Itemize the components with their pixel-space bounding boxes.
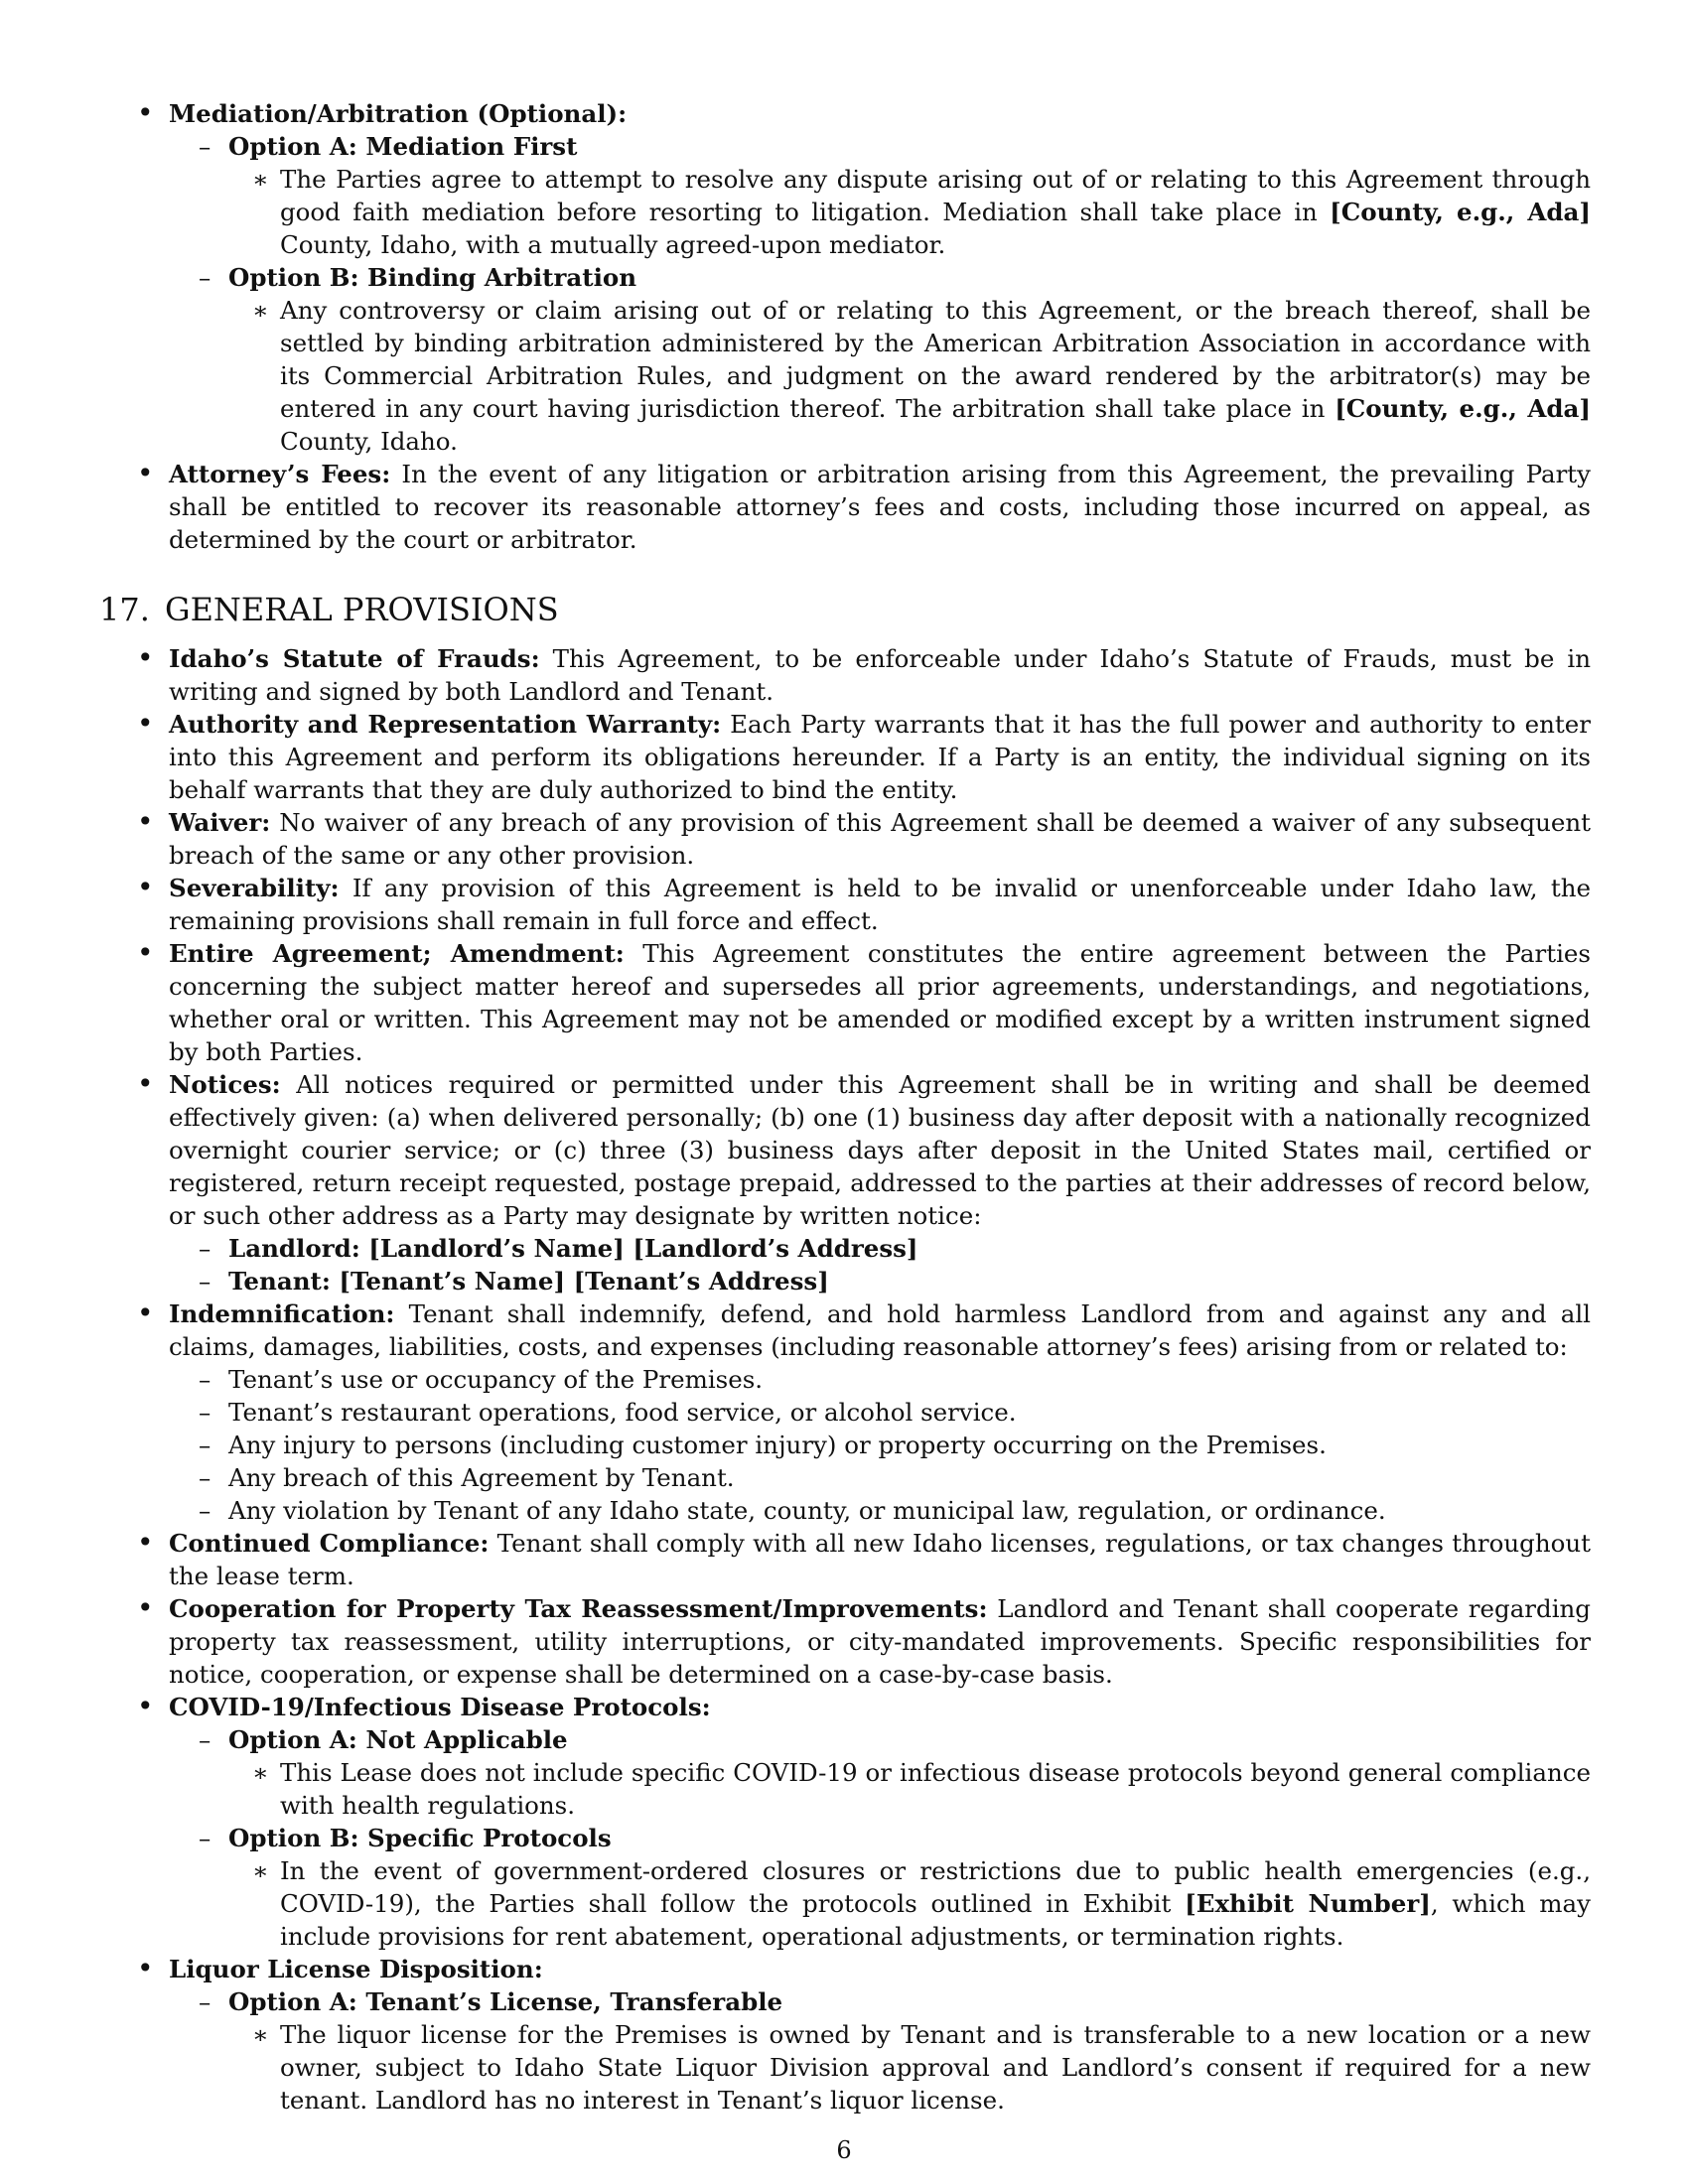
mediation-option-b-list	[228, 294, 1591, 458]
mediation-option-b-text-2: County, Idaho.	[280, 427, 458, 456]
entire-agreement-item	[169, 937, 1591, 1068]
list-item: – Any breach of this Agreement by Tenant.	[228, 1461, 1591, 1494]
covid-options	[169, 1723, 1591, 1953]
statute-of-frauds-item	[169, 642, 1591, 708]
list-item: – Any violation by Tenant of any Idaho state, county, or municipal law, regulation, or ordinance.	[228, 1494, 1591, 1527]
arbitration-county-placeholder: [County, e.g., Ada]	[1335, 394, 1591, 423]
mediation-item	[169, 97, 1591, 458]
notices-landlord	[228, 1232, 1591, 1265]
covid-option-b-label: Option B: Specific Protocols	[228, 1824, 612, 1852]
notices-text: All notices required or permitted under this Agreement shall be in writing and shall be deemed effectively given: (a) when delivered personally; (b) one (1) business day after deposit with a nationally recognized overnight courier service; or (c) three (3) business days after deposit in the United States mail, certified or registered, return receipt requested, postage prepaid, addressed to the parties at their addresses of record below, or such other address as a Party may designate by written notice:	[169, 1070, 1591, 1230]
statute-text: This Agreement, to be enforceable under Idaho’s Statute of Frauds, must be in writing and signed by both Landlord and Tenant.	[169, 644, 1591, 706]
list-item: – Tenant’s restaurant operations, food service, or alcohol service.	[228, 1396, 1591, 1429]
mediation-option-a-text-2: County, Idaho, with a mutually agreed-upon mediator.	[280, 230, 946, 259]
mediation-option-a-text-1: The Parties agree to attempt to resolve any dispute arising out of or relating to this Agreement through good faith mediation before resorting to litigation. Mediation shall take place in	[280, 165, 1591, 226]
compliance-text: Tenant shall comply with all new Idaho licenses, regulations, or tax changes throughout the lease term.	[169, 1529, 1591, 1590]
covid-option-b	[228, 1822, 1591, 1953]
list-item: – Any injury to persons (including customer injury) or property occurring on the Premises.	[228, 1429, 1591, 1461]
attorneys-fees-item	[169, 458, 1591, 556]
attorneys-fees-text: In the event of any litigation or arbitration arising from this Agreement, the prevailing Party shall be entitled to recover its reasonable attorney’s fees and costs, including those incurred on appeal, as determined by the court or arbitrator.	[169, 460, 1591, 554]
covid-label: COVID-19/Infectious Disease Protocols:	[169, 1693, 711, 1721]
covid-option-a-label: Option A: Not Applicable	[228, 1725, 568, 1754]
liquor-license-item	[169, 1953, 1591, 2116]
covid-option-a	[228, 1723, 1591, 1822]
waiver-text: No waiver of any breach of any provision of this Agreement shall be deemed a waiver of any subsequent breach of the same or any other provision.	[169, 808, 1591, 870]
liquor-option-a-text: ∗ The liquor license for the Premises is owned by Tenant and is transferable to a new location or a new owner, subject to Idaho State Liquor Division approval and Landlord’s consent if required for a new tenant. Landlord has no interest in Tenant’s liquor license.	[280, 2018, 1591, 2116]
entire-agreement-label: Entire Agreement; Amendment:	[169, 939, 625, 968]
severability-text: If any provision of this Agreement is held to be invalid or unenforceable under Idaho law, the remaining provisions shall remain in full force and effect.	[169, 874, 1591, 935]
cooperation-text: Landlord and Tenant shall cooperate regarding property tax reassessment, utility interruptions, or city-mandated improvements. Specific responsibilities for notice, cooperation, or expense shall be determined on a case-by-case basis.	[169, 1594, 1591, 1689]
covid-option-a-text: ∗ This Lease does not include specific COVID-19 or infectious disease protocols beyond general compliance with health regulations.	[280, 1756, 1591, 1822]
mediation-options	[169, 130, 1591, 458]
statute-label: Idaho’s Statute of Frauds:	[169, 644, 540, 673]
compliance-label: Continued Compliance:	[169, 1529, 490, 1558]
exhibit-number-placeholder: [Exhibit Number]	[1185, 1889, 1431, 1918]
covid-option-b-text-1: In the event of government-ordered closures or restrictions due to public health emergencies (e.g., COVID-19), the Parties shall follow the protocols outlined in Exhibit	[280, 1856, 1591, 1918]
mediation-option-a-list	[228, 163, 1591, 261]
indemnification-label: Indemnification:	[169, 1299, 395, 1328]
entire-agreement-text: This Agreement constitutes the entire agreement between the Parties concerning the subject matter hereof and supersedes all prior agreements, understandings, and negotiations, whether oral or written. This Agreement may not be amended or modified except by a written instrument signed by both Parties.	[169, 939, 1591, 1066]
document-body	[99, 97, 1591, 2116]
section-17-heading	[99, 590, 1591, 629]
section-title: GENERAL PROVISIONS	[165, 591, 559, 628]
liquor-option-a-label: Option A: Tenant’s License, Transferable	[228, 1987, 783, 2016]
mediation-option-b-label: Option B: Binding Arbitration	[228, 263, 637, 292]
attorneys-fees-label: Attorney’s Fees:	[169, 460, 391, 488]
indemnification-text: Tenant shall indemnify, defend, and hold harmless Landlord from and against any and all claims, damages, liabilities, costs, and expenses (including reasonable attorney’s fees) arising from or related to:	[169, 1299, 1591, 1361]
liquor-label: Liquor License Disposition:	[169, 1955, 543, 1983]
cooperation-item	[169, 1592, 1591, 1691]
covid-option-a-list	[228, 1756, 1591, 1822]
cooperation-label: Cooperation for Property Tax Reassessment/Improvements:	[169, 1594, 988, 1623]
mediation-option-a	[228, 130, 1591, 261]
mediation-option-b	[228, 261, 1591, 458]
indemnification-item	[169, 1297, 1591, 1527]
mediation-title: Mediation/Arbitration (Optional):	[169, 99, 628, 128]
general-provisions-list	[99, 642, 1591, 2116]
authority-label: Authority and Representation Warranty:	[169, 710, 722, 739]
covid-option-b-list	[228, 1854, 1591, 1953]
liquor-option-a-list	[228, 2018, 1591, 2116]
notices-item	[169, 1068, 1591, 1297]
mediation-option-b-text	[280, 294, 1591, 458]
covid-option-b-text	[280, 1854, 1591, 1953]
liquor-options	[169, 1985, 1591, 2116]
indemnification-list	[169, 1363, 1591, 1527]
waiver-item	[169, 806, 1591, 872]
severability-item	[169, 872, 1591, 937]
notices-label: Notices:	[169, 1070, 281, 1099]
document-page	[99, 97, 1591, 2116]
notices-addresses	[169, 1232, 1591, 1297]
mediation-option-b-text-1: Any controversy or claim arising out of or relating to this Agreement, or the breach thereof, shall be settled by binding arbitration administered by the American Arbitration Association in accordance with its Commercial Arbitration Rules, and judgment on the award rendered by the arbitrator(s) may be entered in any court having jurisdiction thereof. The arbitration shall take place in	[280, 296, 1591, 423]
authority-item	[169, 708, 1591, 806]
covid-item	[169, 1691, 1591, 1953]
authority-text: Each Party warrants that it has the full power and authority to enter into this Agreement and perform its obligations hereunder. If a Party is an entity, the individual signing on its behalf warrants that they are duly authorized to bind the entity.	[169, 710, 1591, 804]
mediation-county-placeholder: [County, e.g., Ada]	[1330, 198, 1591, 226]
mediation-option-a-text	[280, 163, 1591, 261]
dispute-list	[99, 97, 1591, 556]
list-item: – Tenant’s use or occupancy of the Premises.	[228, 1363, 1591, 1396]
mediation-option-a-label: Option A: Mediation First	[228, 132, 578, 161]
covid-option-b-text-2: , which may include provisions for rent abatement, operational adjustments, or termination rights.	[280, 1889, 1591, 1951]
section-number: 17.	[99, 591, 150, 628]
liquor-option-a	[228, 1985, 1591, 2116]
notices-tenant	[228, 1265, 1591, 1297]
page-number: 6	[836, 2136, 852, 2164]
notices-landlord-text: Landlord: [Landlord’s Name] [Landlord’s Address]	[228, 1234, 918, 1263]
continued-compliance-item	[169, 1527, 1591, 1592]
notices-tenant-text: Tenant: [Tenant’s Name] [Tenant’s Address]	[228, 1267, 829, 1296]
waiver-label: Waiver:	[169, 808, 271, 837]
severability-label: Severability:	[169, 874, 340, 902]
